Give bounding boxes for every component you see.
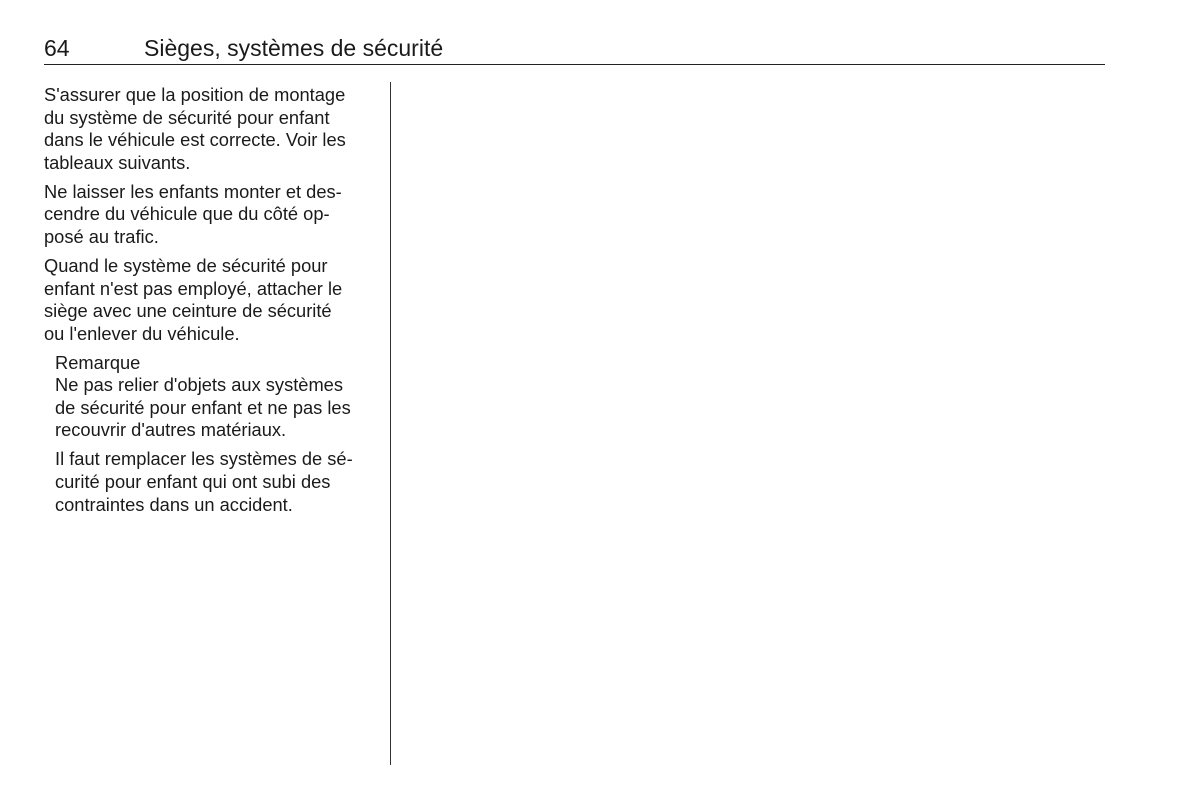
text-line: Il faut remplacer les systèmes de sé- [55, 448, 353, 470]
text-line: Ne laisser les enfants monter et des- [44, 180, 342, 202]
page-header [44, 34, 1105, 65]
text-line: ou l'enlever du véhicule. [44, 322, 240, 344]
paragraph-child-exit-side [44, 181, 380, 249]
text-line: Quand le système de sécurité pour [44, 255, 328, 277]
text-line: Ne pas relier d'objets aux systèmes [55, 374, 343, 396]
paragraph-mounting-position [44, 84, 380, 174]
text-line: siège avec une ceinture de sécurité [44, 300, 332, 322]
text-line: du système de sécurité pour enfant [44, 106, 330, 128]
text-line: contraintes dans un accident. [55, 493, 293, 515]
column-divider [390, 82, 391, 765]
text-line: S'assurer que la position de montage [44, 84, 346, 105]
text-line: enfant n'est pas employé, attacher le [44, 277, 343, 299]
note-block [55, 352, 380, 516]
note-paragraph-replace-after-accident [55, 448, 380, 516]
note-heading: Remarque [55, 352, 141, 374]
text-line: recouvrir d'autres matériaux. [55, 419, 287, 441]
text-line: cendre du véhicule que du côté op- [44, 203, 330, 225]
text-line: tableaux suivants. [44, 151, 191, 173]
text-line: dans le véhicule est correcte. Voir les [44, 129, 346, 151]
text-line: posé au trafic. [44, 226, 159, 248]
text-line: curité pour enfant qui ont subi des [55, 470, 331, 492]
left-column [44, 84, 380, 523]
paragraph-unused-seat [44, 255, 380, 345]
text-line: de sécurité pour enfant et ne pas les [55, 396, 351, 418]
page-number: 64 [44, 35, 70, 61]
note-paragraph-no-objects [55, 374, 380, 442]
section-title: Sièges, systèmes de sécurité [144, 35, 444, 61]
